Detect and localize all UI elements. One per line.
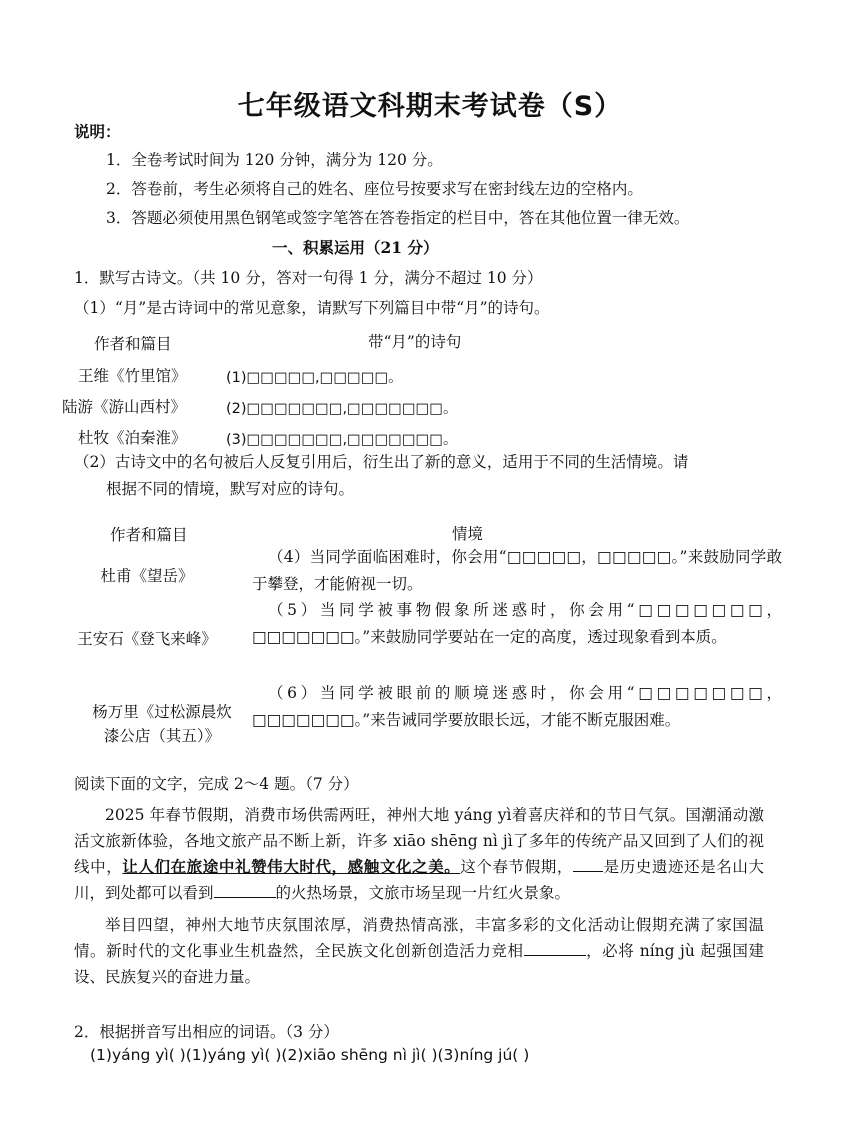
table2-context: （4）当同学面临困难时，你会用“□□□□□，□□□□□。”来鼓励同学敢于攀登，才能俯视一切。 <box>252 548 782 593</box>
question-1-stem: 1．默写古诗文。（共 10 分，答对一句得 1 分，满分不超过 10 分） <box>74 269 543 287</box>
notes-label: 说明： <box>74 122 121 141</box>
question-1-part2-stem: （2）古诗文中的名句被后人反复引用后，衍生出了新的意义，适用于不同的生活情境。请 <box>74 453 689 471</box>
table2-context: （6）当同学被眼前的顺境迷惑时，你会用“□□□□□□□，□□□□□□□。”来告诫同学要放眼长远，才能不断克服困难。 <box>252 684 782 729</box>
table2-context: （5）当同学被事物假象所迷惑时，你会用“□□□□□□□，□□□□□□□。”来鼓励同学要站在一定的高度，透过现象看到本质。 <box>252 601 782 646</box>
passage-text: 的火热场景，文旅市场呈现一片红火景象。 <box>275 884 571 902</box>
underlined-sentence: 让人们在旅途中礼赞伟大时代，感触文化之美。 <box>122 857 461 876</box>
question-2-answers: (1)yáng yì( )(1)yáng yì( )(2)xiāo shēng nì jì( )(3)níng jú( ) <box>90 1046 530 1064</box>
passage-text: 2025 年春节假期，消费市场供需两旺，神州大地 yáng yì着喜庆祥和的节日气氛。国潮涌动激活文旅新体验，各地文旅产品不断上新，许多 xiāo shēng nì jì了多年的传统产品又回到了人们的视线中， <box>74 806 764 876</box>
table2-header-author: 作者和篇目 <box>110 526 188 544</box>
note-item: 1．全卷考试时间为 120 分钟，满分为 120 分。 <box>106 151 443 169</box>
table1-answer: (3)□□□□□□□,□□□□□□□。 <box>226 432 458 448</box>
table1-author: 杜牧《泊秦淮》 <box>78 429 187 447</box>
passage-text: 这个春节假期， <box>460 858 574 876</box>
fill-blank[interactable] <box>573 857 603 872</box>
note-item: 2．答卷前，考生必须将自己的姓名、座位号按要求写在密封线左边的空格内。 <box>106 180 643 198</box>
table2-author: 杜甫《望岳》 <box>100 567 194 585</box>
reading-paragraph <box>74 802 764 906</box>
table1-answer: (2)□□□□□□□,□□□□□□□。 <box>226 401 458 417</box>
question-1-part2-stem: 根据不同的情境，默写对应的诗句。 <box>106 480 355 498</box>
table1-header-author: 作者和篇目 <box>94 335 172 353</box>
table1-author: 王维《竹里馆》 <box>78 367 187 385</box>
table1-author: 陆游《游山西村》 <box>62 398 187 416</box>
passage-text: 是历史遗迹还是名山大川，到处都可以看到 <box>74 858 764 902</box>
table2-author: 杨万里《过松源晨炊漆公店（其五）》 <box>92 703 232 745</box>
table2-header-context: 情境 <box>452 525 484 543</box>
question-2-stem: 2．根据拼音写出相应的词语。（3 分） <box>74 1023 339 1041</box>
table1-answer: (1)□□□□□,□□□□□。 <box>226 370 403 386</box>
page-title: 七年级语文科期末考试卷（S） <box>237 91 623 122</box>
fill-blank[interactable] <box>524 941 586 956</box>
note-item: 3．答题必须使用黑色钢笔或签字笔答在答卷指定的栏目中，答在其他位置一律无效。 <box>106 209 690 227</box>
fill-blank[interactable] <box>214 883 276 898</box>
passage-text: ，必将 níng jù 起强国建设、民族复兴的奋进力量。 <box>74 942 764 986</box>
reading-intro: 阅读下面的文字，完成 2～4 题。（7 分） <box>74 775 359 793</box>
section-heading: 一、积累运用（21 分） <box>272 238 439 257</box>
table2-author: 王安石《登飞来峰》 <box>77 630 217 648</box>
question-1-part1-stem: （1）“月”是古诗词中的常见意象，请默写下列篇目中带“月”的诗句。 <box>74 299 550 317</box>
table1-header-poem: 带“月”的诗句 <box>368 333 462 351</box>
reading-paragraph <box>74 912 764 990</box>
passage-text: 举目四望，神州大地节庆氛围浓厚，消费热情高涨，丰富多彩的文化活动让假期充满了家国温情。新时代的文化事业生机盎然，全民族文化创新创造活力竞相 <box>74 916 764 960</box>
